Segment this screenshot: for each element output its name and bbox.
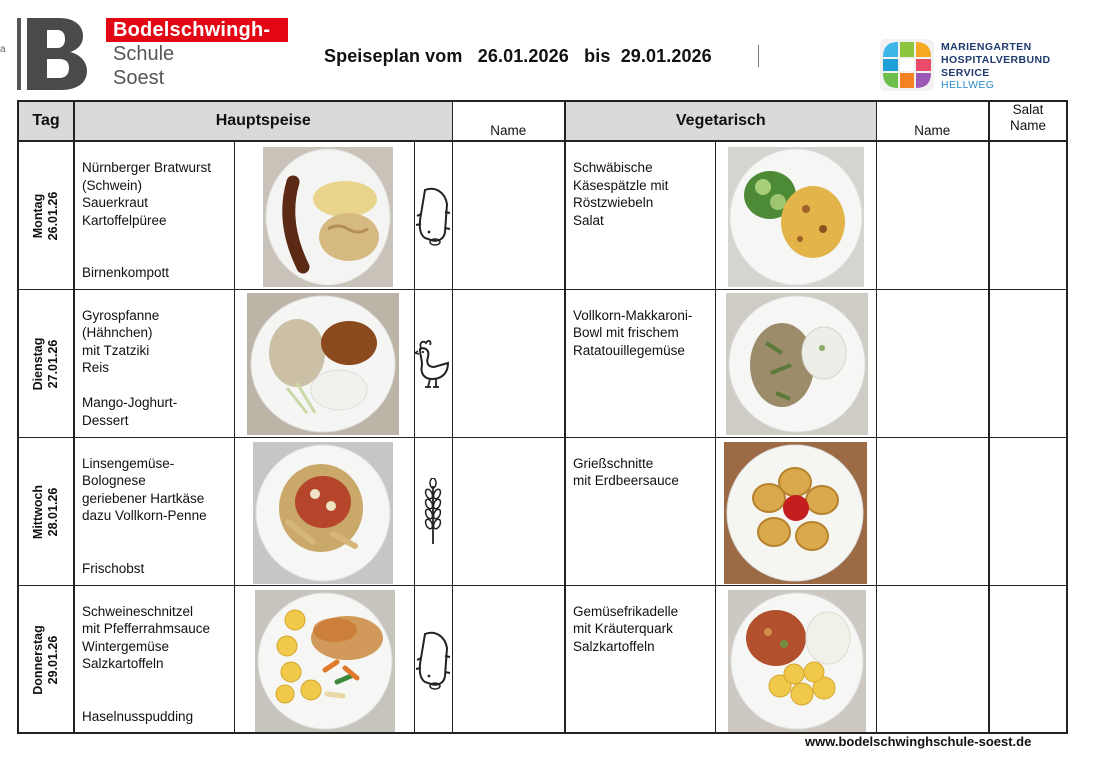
dish-line: mit Tzatziki (82, 342, 150, 358)
griessschnitte-plate-photo (724, 442, 867, 584)
col-header-vegetarisch: Vegetarisch (565, 101, 876, 141)
dish-line: Mango-Joghurt- (82, 395, 178, 410)
school-name-line3: Soest (113, 67, 165, 89)
partner-name-line2: HOSPITALVERBUND (941, 54, 1051, 66)
weekday: Donnerstag (31, 624, 45, 695)
table-row-tuesday (18, 289, 1067, 437)
day-cell (18, 141, 74, 289)
dish-line: Bowl mit frischem (573, 325, 679, 340)
gemuesefrikadelle-plate-photo (728, 590, 866, 732)
footer-website-url[interactable]: www.bodelschwinghschule-soest.de (805, 734, 1032, 749)
dish-line: Reis (82, 360, 110, 375)
dish-line: Nürnberger Bratwurst (82, 160, 212, 175)
salat-name-field[interactable] (989, 289, 1067, 437)
main-dish-cell (74, 141, 234, 289)
date-to: 29.01.2026 (620, 46, 712, 66)
veg-dish-photo-cell (715, 289, 876, 437)
dessert-label: Haselnusspudding (82, 708, 194, 724)
name-field-main[interactable] (452, 289, 565, 437)
name-field-veg[interactable] (876, 289, 989, 437)
weekday: Dienstag (31, 337, 45, 390)
weekday: Montag (31, 193, 45, 239)
school-name-line2: Schule (113, 43, 175, 65)
name-field-veg[interactable] (876, 141, 989, 289)
schweineschnitzel-plate-photo (255, 590, 395, 732)
dish-line: mit Pfefferrahmsauce (82, 621, 211, 636)
day-date: 29.01.26 (46, 635, 60, 684)
salat-name-field[interactable] (989, 141, 1067, 289)
dish-line: mit Kräuterquark (573, 621, 673, 636)
main-dish-photo-cell (234, 289, 414, 437)
partner-logo (880, 38, 1080, 94)
day-label (31, 337, 61, 390)
dish-line: geriebener Hartkäse (82, 490, 205, 506)
bratwurst-plate-photo (263, 147, 393, 287)
meat-icon-cell (414, 289, 452, 437)
text-cursor (758, 45, 759, 67)
dish-line: Röstzwiebeln (573, 195, 654, 210)
dish-line: (Schwein) (82, 177, 143, 193)
col-header-name-veg: Name (876, 101, 989, 141)
dessert-label: Birnenkompott (82, 265, 170, 280)
table-row-monday (18, 141, 1067, 289)
name-field-main[interactable] (452, 141, 565, 289)
pig-icon (415, 184, 451, 246)
dish-line: Bolognese (82, 473, 146, 488)
dish-line: Kartoffelpüree (82, 212, 167, 228)
dish-line: Salzkartoffeln (82, 656, 164, 671)
menu-table (17, 100, 1068, 734)
dish-line: Salat (573, 212, 604, 228)
col-header-salat-name (989, 101, 1067, 141)
dish-line: Gyrospfanne (82, 307, 160, 323)
corner-mark: a (0, 44, 6, 55)
dish-line: Wintergemüse (82, 638, 170, 654)
main-dish-photo-cell (234, 585, 414, 733)
salat-name-field[interactable] (989, 437, 1067, 585)
dish-line: Vollkorn-Makkaroni- (573, 307, 693, 323)
main-dish-photo-cell (234, 141, 414, 289)
veg-dish-cell (565, 141, 715, 289)
dish-line: Käsespätzle mit (573, 177, 669, 193)
day-date: 27.01.26 (46, 339, 60, 388)
dish-line: Schwäbische (573, 160, 653, 175)
main-dish-photo-cell (234, 437, 414, 585)
veg-dish-photo-cell (715, 141, 876, 289)
dessert-label: Frischobst (82, 561, 145, 576)
main-dish-cell (74, 585, 234, 733)
dish-line: Gemüsefrikadelle (573, 603, 679, 619)
name-field-main[interactable] (452, 585, 565, 733)
col-header-name-main: Name (452, 101, 565, 141)
makkaroni-bowl-plate-photo (726, 293, 868, 435)
school-name-banner: Bodelschwingh- (106, 18, 288, 42)
partner-name-line4: HELLWEG (941, 79, 995, 91)
partner-logo-cross-mark (880, 39, 934, 91)
table-header-row (18, 101, 1067, 141)
dish-line: Schweineschnitzel (82, 603, 194, 619)
dish-line: Linsengemüse- (82, 455, 175, 471)
school-logo-b-mark (17, 18, 87, 90)
veg-dish-cell (565, 289, 715, 437)
day-date: 28.01.26 (46, 487, 60, 536)
salat-name-field[interactable] (989, 585, 1067, 733)
dish-line (82, 377, 230, 395)
chicken-icon (414, 337, 452, 389)
veg-dish-photo-cell (715, 437, 876, 585)
dish-line: Grießschnitte (573, 455, 654, 471)
kaesespaetzle-plate-photo (728, 147, 864, 287)
school-logo (17, 18, 277, 92)
pig-icon (415, 628, 451, 690)
dish-line: Sauerkraut (82, 195, 149, 210)
name-field-veg[interactable] (876, 437, 989, 585)
col-header-hauptspeise: Hauptspeise (74, 101, 452, 141)
veg-dish-cell (565, 437, 715, 585)
dish-line: Dessert (82, 412, 129, 428)
veg-dish-photo-cell (715, 585, 876, 733)
meat-icon-cell (414, 141, 452, 289)
salat-header-line2: Name (1010, 118, 1047, 133)
day-date: 26.01.26 (46, 191, 60, 241)
veg-dish-cell (565, 585, 715, 733)
title-prefix: Speiseplan vom (324, 46, 463, 66)
meat-icon-cell (414, 585, 452, 733)
salat-header-line1: Salat (1012, 102, 1044, 117)
day-cell (18, 585, 74, 733)
day-label (31, 192, 61, 241)
day-label (31, 625, 61, 694)
gyrospfanne-plate-photo (247, 293, 399, 435)
day-cell (18, 437, 74, 585)
dish-line: dazu Vollkorn-Penne (82, 508, 207, 523)
col-header-tag: Tag (18, 101, 74, 141)
day-cell (18, 289, 74, 437)
main-dish-cell (74, 289, 234, 437)
linsen-bolognese-plate-photo (253, 442, 393, 584)
dish-line: Ratatouillegemüse (573, 342, 685, 358)
table-row-thursday (18, 585, 1067, 733)
wheat-icon (423, 478, 443, 544)
title-mid: bis (584, 46, 611, 66)
dish-line: Salzkartoffeln (573, 638, 655, 654)
partner-name-line3: SERVICE (941, 67, 990, 79)
name-field-veg[interactable] (876, 585, 989, 733)
partner-name-line1: MARIENGARTEN (941, 41, 1032, 53)
day-label (31, 484, 61, 538)
date-from: 26.01.2026 (477, 46, 569, 66)
main-dish-cell (74, 437, 234, 585)
table-row-wednesday (18, 437, 1067, 585)
name-field-main[interactable] (452, 437, 565, 585)
meat-icon-cell (414, 437, 452, 585)
page-title (324, 46, 712, 67)
dish-line: mit Erdbeersauce (573, 473, 679, 488)
dish-line: (Hähnchen) (82, 325, 153, 340)
weekday: Mittwoch (31, 484, 45, 539)
